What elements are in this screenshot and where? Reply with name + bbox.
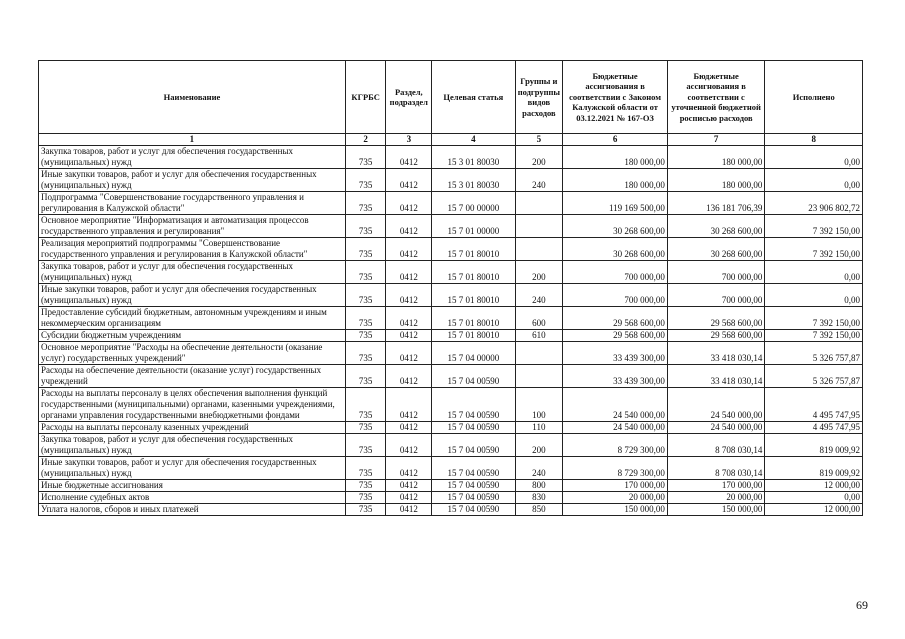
row-executed-amount: 7 392 150,00 [765, 330, 863, 342]
row-section: 0412 [386, 492, 432, 504]
row-expense-group [515, 342, 563, 365]
row-executed-amount: 4 495 747,95 [765, 422, 863, 434]
row-law-amount: 8 729 300,00 [563, 457, 668, 480]
row-target: 15 7 01 80010 [432, 307, 515, 330]
row-kgrbs: 735 [345, 434, 386, 457]
row-section: 0412 [386, 434, 432, 457]
row-law-amount: 8 729 300,00 [563, 434, 668, 457]
row-executed-amount: 23 906 802,72 [765, 192, 863, 215]
row-refined-amount: 20 000,00 [667, 492, 765, 504]
row-section: 0412 [386, 146, 432, 169]
row-kgrbs: 735 [345, 492, 386, 504]
header-kgrbs: КГРБС [345, 61, 386, 134]
table-row [39, 388, 863, 422]
row-target: 15 7 01 80010 [432, 284, 515, 307]
table-row [39, 492, 863, 504]
row-target: 15 7 01 80010 [432, 238, 515, 261]
column-number: 5 [515, 134, 563, 146]
row-section: 0412 [386, 192, 432, 215]
row-section: 0412 [386, 330, 432, 342]
row-executed-amount: 5 326 757,87 [765, 342, 863, 365]
row-kgrbs: 735 [345, 388, 386, 422]
table-row [39, 215, 863, 238]
row-kgrbs: 735 [345, 169, 386, 192]
row-executed-amount: 0,00 [765, 261, 863, 284]
row-expense-group: 600 [515, 307, 563, 330]
row-expense-group: 200 [515, 261, 563, 284]
row-law-amount: 180 000,00 [563, 146, 668, 169]
header-executed: Исполнено [765, 61, 863, 134]
row-name: Субсидии бюджетным учреждениям [39, 330, 346, 342]
column-number: 4 [432, 134, 515, 146]
header-target: Целевая статья [432, 61, 515, 134]
row-law-amount: 24 540 000,00 [563, 388, 668, 422]
row-expense-group: 100 [515, 388, 563, 422]
row-expense-group: 240 [515, 284, 563, 307]
row-section: 0412 [386, 457, 432, 480]
row-section: 0412 [386, 480, 432, 492]
row-section: 0412 [386, 307, 432, 330]
table-body [39, 146, 863, 516]
row-name: Закупка товаров, работ и услуг для обеспечения государственных (муниципальных) нужд [39, 434, 346, 457]
row-executed-amount: 12 000,00 [765, 504, 863, 516]
row-target: 15 3 01 80030 [432, 146, 515, 169]
row-target: 15 3 01 80030 [432, 169, 515, 192]
row-law-amount: 33 439 300,00 [563, 342, 668, 365]
row-target: 15 7 01 80010 [432, 330, 515, 342]
header-groups: Группы и подгруппы видов расходов [515, 61, 563, 134]
row-expense-group [515, 192, 563, 215]
row-kgrbs: 735 [345, 457, 386, 480]
row-name: Основное мероприятие "Расходы на обеспечение деятельности (оказание услуг) государственных учреждений" [39, 342, 346, 365]
row-target: 15 7 04 00590 [432, 492, 515, 504]
table-row [39, 238, 863, 261]
table-row [39, 330, 863, 342]
row-target: 15 7 04 00590 [432, 457, 515, 480]
row-expense-group: 110 [515, 422, 563, 434]
row-kgrbs: 735 [345, 192, 386, 215]
header-section: Раздел, подраздел [386, 61, 432, 134]
table-row [39, 192, 863, 215]
row-law-amount: 30 268 600,00 [563, 238, 668, 261]
row-target: 15 7 04 00590 [432, 422, 515, 434]
row-target: 15 7 04 00590 [432, 504, 515, 516]
row-refined-amount: 700 000,00 [667, 261, 765, 284]
row-target: 15 7 04 00590 [432, 480, 515, 492]
row-expense-group: 610 [515, 330, 563, 342]
row-kgrbs: 735 [345, 215, 386, 238]
row-refined-amount: 700 000,00 [667, 284, 765, 307]
row-name: Реализация мероприятий подпрограммы "Совершенствование государственного управления и регулирования в Калужской области" [39, 238, 346, 261]
row-refined-amount: 29 568 600,00 [667, 307, 765, 330]
row-law-amount: 150 000,00 [563, 504, 668, 516]
row-law-amount: 119 169 500,00 [563, 192, 668, 215]
header-refined: Бюджетные ассигнования в соответствии с уточненной бюджетной росписью расходов [667, 61, 765, 134]
column-number: 8 [765, 134, 863, 146]
row-kgrbs: 735 [345, 238, 386, 261]
row-kgrbs: 735 [345, 261, 386, 284]
column-number: 1 [39, 134, 346, 146]
row-kgrbs: 735 [345, 504, 386, 516]
row-law-amount: 29 568 600,00 [563, 330, 668, 342]
row-section: 0412 [386, 422, 432, 434]
row-expense-group: 830 [515, 492, 563, 504]
column-number: 3 [386, 134, 432, 146]
row-name: Иные закупки товаров, работ и услуг для обеспечения государственных (муниципальных) нужд [39, 457, 346, 480]
row-law-amount: 700 000,00 [563, 261, 668, 284]
row-law-amount: 180 000,00 [563, 169, 668, 192]
column-number: 2 [345, 134, 386, 146]
row-target: 15 7 00 00000 [432, 192, 515, 215]
row-kgrbs: 735 [345, 284, 386, 307]
table-row [39, 434, 863, 457]
row-kgrbs: 735 [345, 146, 386, 169]
row-section: 0412 [386, 504, 432, 516]
row-refined-amount: 180 000,00 [667, 146, 765, 169]
row-refined-amount: 33 418 030,14 [667, 342, 765, 365]
row-executed-amount: 7 392 150,00 [765, 238, 863, 261]
row-refined-amount: 136 181 706,39 [667, 192, 765, 215]
row-refined-amount: 8 708 030,14 [667, 434, 765, 457]
row-refined-amount: 180 000,00 [667, 169, 765, 192]
row-target: 15 7 04 00590 [432, 434, 515, 457]
table-row [39, 422, 863, 434]
row-law-amount: 30 268 600,00 [563, 215, 668, 238]
row-refined-amount: 150 000,00 [667, 504, 765, 516]
table-row [39, 504, 863, 516]
row-law-amount: 20 000,00 [563, 492, 668, 504]
column-number: 6 [563, 134, 668, 146]
row-executed-amount: 819 009,92 [765, 457, 863, 480]
row-name: Иные закупки товаров, работ и услуг для обеспечения государственных (муниципальных) нужд [39, 284, 346, 307]
row-refined-amount: 30 268 600,00 [667, 238, 765, 261]
row-name: Уплата налогов, сборов и иных платежей [39, 504, 346, 516]
row-section: 0412 [386, 215, 432, 238]
row-section: 0412 [386, 365, 432, 388]
row-refined-amount: 33 418 030,14 [667, 365, 765, 388]
row-law-amount: 29 568 600,00 [563, 307, 668, 330]
row-name: Основное мероприятие "Информатизация и автоматизация процессов государственного управления и регулирования" [39, 215, 346, 238]
row-name: Иные закупки товаров, работ и услуг для обеспечения государственных (муниципальных) нужд [39, 169, 346, 192]
row-kgrbs: 735 [345, 365, 386, 388]
row-law-amount: 700 000,00 [563, 284, 668, 307]
row-name: Расходы на выплаты персоналу казенных учреждений [39, 422, 346, 434]
column-number-row [39, 134, 863, 146]
column-number: 7 [667, 134, 765, 146]
row-name: Закупка товаров, работ и услуг для обеспечения государственных (муниципальных) нужд [39, 146, 346, 169]
row-law-amount: 170 000,00 [563, 480, 668, 492]
row-executed-amount: 819 009,92 [765, 434, 863, 457]
table-row [39, 169, 863, 192]
row-name: Подпрограмма "Совершенствование государственного управления и регулирования в Калужской области" [39, 192, 346, 215]
row-refined-amount: 24 540 000,00 [667, 388, 765, 422]
row-kgrbs: 735 [345, 422, 386, 434]
row-refined-amount: 8 708 030,14 [667, 457, 765, 480]
row-target: 15 7 04 00590 [432, 388, 515, 422]
row-expense-group: 200 [515, 146, 563, 169]
row-kgrbs: 735 [345, 307, 386, 330]
budget-table [38, 60, 863, 516]
row-expense-group: 800 [515, 480, 563, 492]
row-expense-group [515, 215, 563, 238]
row-executed-amount: 7 392 150,00 [765, 307, 863, 330]
row-executed-amount: 0,00 [765, 169, 863, 192]
row-section: 0412 [386, 342, 432, 365]
row-expense-group: 200 [515, 434, 563, 457]
row-target: 15 7 04 00000 [432, 342, 515, 365]
table-row [39, 365, 863, 388]
row-expense-group: 850 [515, 504, 563, 516]
row-expense-group [515, 365, 563, 388]
row-law-amount: 24 540 000,00 [563, 422, 668, 434]
row-name: Иные бюджетные ассигнования [39, 480, 346, 492]
row-executed-amount: 4 495 747,95 [765, 388, 863, 422]
table-row [39, 284, 863, 307]
row-kgrbs: 735 [345, 342, 386, 365]
row-executed-amount: 5 326 757,87 [765, 365, 863, 388]
row-section: 0412 [386, 388, 432, 422]
row-section: 0412 [386, 169, 432, 192]
row-target: 15 7 01 00000 [432, 215, 515, 238]
table-row [39, 480, 863, 492]
table-row [39, 457, 863, 480]
table-row [39, 307, 863, 330]
header-row [39, 61, 863, 134]
table-row [39, 261, 863, 284]
row-name: Расходы на обеспечение деятельности (оказание услуг) государственных учреждений [39, 365, 346, 388]
row-kgrbs: 735 [345, 480, 386, 492]
row-executed-amount: 0,00 [765, 146, 863, 169]
row-refined-amount: 24 540 000,00 [667, 422, 765, 434]
row-executed-amount: 0,00 [765, 492, 863, 504]
row-section: 0412 [386, 284, 432, 307]
row-refined-amount: 170 000,00 [667, 480, 765, 492]
row-refined-amount: 30 268 600,00 [667, 215, 765, 238]
row-section: 0412 [386, 261, 432, 284]
table-row [39, 342, 863, 365]
row-name: Расходы на выплаты персоналу в целях обеспечения выполнения функций государственными (муниципальными) органами, казенными учреждениями, органами управления государственными внебюджетными фондами [39, 388, 346, 422]
row-kgrbs: 735 [345, 330, 386, 342]
row-refined-amount: 29 568 600,00 [667, 330, 765, 342]
row-name: Закупка товаров, работ и услуг для обеспечения государственных (муниципальных) нужд [39, 261, 346, 284]
row-expense-group [515, 238, 563, 261]
header-law: Бюджетные ассигнования в соответствии с Законом Калужской области от 03.12.2021 № 167-ОЗ [563, 61, 668, 134]
row-executed-amount: 7 392 150,00 [765, 215, 863, 238]
row-executed-amount: 12 000,00 [765, 480, 863, 492]
row-name: Исполнение судебных актов [39, 492, 346, 504]
page-number: 69 [856, 598, 868, 612]
row-expense-group: 240 [515, 457, 563, 480]
row-expense-group: 240 [515, 169, 563, 192]
row-executed-amount: 0,00 [765, 284, 863, 307]
header-name: Наименование [39, 61, 346, 134]
row-target: 15 7 04 00590 [432, 365, 515, 388]
row-law-amount: 33 439 300,00 [563, 365, 668, 388]
row-section: 0412 [386, 238, 432, 261]
row-target: 15 7 01 80010 [432, 261, 515, 284]
row-name: Предоставление субсидий бюджетным, автономным учреждениям и иным некоммерческим организациям [39, 307, 346, 330]
table-row [39, 146, 863, 169]
